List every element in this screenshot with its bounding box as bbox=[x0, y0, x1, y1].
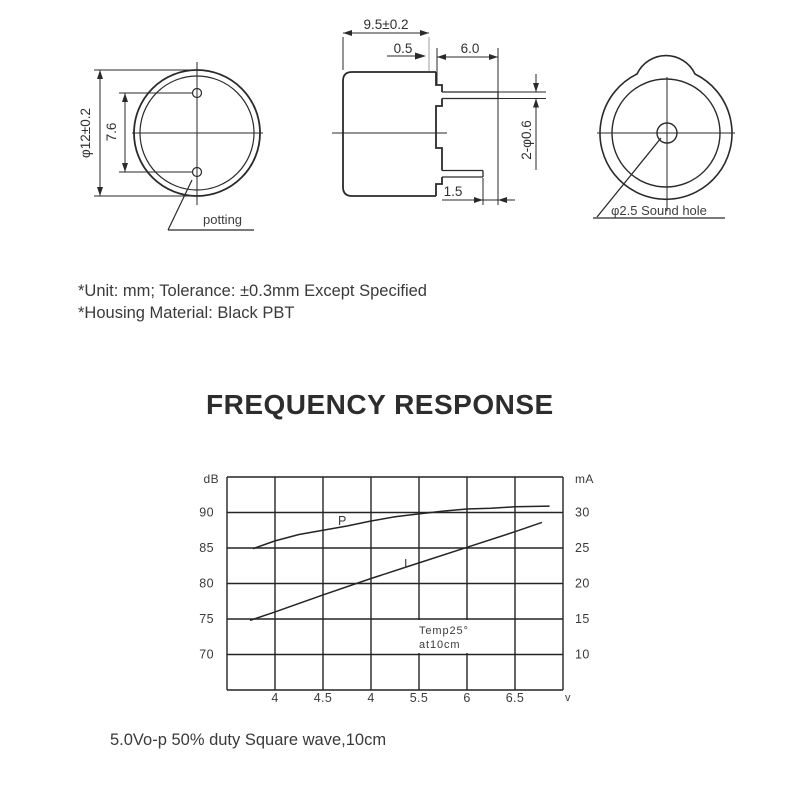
svg-text:75: 75 bbox=[199, 612, 214, 626]
front-view-drawing bbox=[78, 62, 263, 230]
body-right-profile bbox=[436, 72, 442, 196]
svg-text:6.5: 6.5 bbox=[505, 691, 525, 705]
dim-pin-length-label: 6.0 bbox=[460, 41, 480, 56]
body-outline bbox=[343, 72, 436, 196]
lower-pin bbox=[442, 171, 483, 178]
back-view-drawing bbox=[593, 56, 735, 218]
chart-grid bbox=[227, 477, 563, 690]
frequency-response-chart bbox=[0, 455, 800, 715]
svg-text:30: 30 bbox=[575, 505, 590, 520]
svg-text:mA: mA bbox=[575, 472, 594, 486]
dim-pin-length-lines bbox=[437, 48, 498, 205]
svg-text:10: 10 bbox=[575, 647, 590, 662]
chart-caption: 5.0Vo-p 50% duty Square wave,10cm bbox=[110, 731, 387, 749]
svg-text:4.5: 4.5 bbox=[313, 691, 333, 705]
dim-width-lines bbox=[343, 30, 429, 71]
dim-diameter-label: φ12±0.2 bbox=[78, 108, 93, 158]
svg-text:15: 15 bbox=[575, 612, 590, 626]
dim-width-label: 9.5±0.2 bbox=[363, 17, 409, 32]
svg-text:80: 80 bbox=[199, 576, 214, 591]
svg-text:Temp25°: Temp25° bbox=[419, 625, 469, 637]
notes-block bbox=[78, 280, 427, 324]
sound-hole-label: φ2.5 Sound hole bbox=[611, 203, 707, 218]
dim-pin-diameter-label: 2-φ0.6 bbox=[519, 120, 534, 160]
upper-pin bbox=[442, 92, 498, 99]
outer-body-with-bump bbox=[600, 56, 732, 200]
svg-text:85: 85 bbox=[199, 541, 214, 555]
dim-pin-spacing-label: 7.6 bbox=[104, 122, 119, 142]
dim-pin-end-offset-label: 1.5 bbox=[443, 184, 463, 199]
svg-text:70: 70 bbox=[199, 647, 214, 662]
dim-lip-label: 0.5 bbox=[393, 41, 413, 56]
svg-text:5.5: 5.5 bbox=[409, 691, 429, 705]
svg-text:at10cm: at10cm bbox=[419, 639, 461, 651]
svg-text:90: 90 bbox=[199, 505, 214, 520]
potting-label: potting bbox=[203, 212, 243, 227]
svg-text:4: 4 bbox=[271, 691, 279, 705]
svg-text:dB: dB bbox=[203, 472, 219, 486]
svg-text:I: I bbox=[404, 557, 408, 571]
note-unit-tolerance: *Unit: mm; Tolerance: ±0.3mm Except Specified bbox=[78, 282, 427, 300]
chart-curves bbox=[250, 506, 550, 620]
svg-text:20: 20 bbox=[575, 576, 590, 591]
note-housing-material: *Housing Material: Black PBT bbox=[78, 304, 295, 322]
svg-text:4: 4 bbox=[367, 691, 375, 705]
side-view-drawing bbox=[332, 17, 546, 205]
mechanical-drawings bbox=[0, 0, 800, 255]
svg-text:25: 25 bbox=[575, 541, 590, 555]
chart-annotation bbox=[410, 620, 476, 653]
svg-text:6: 6 bbox=[463, 691, 471, 705]
section-title: FREQUENCY RESPONSE bbox=[206, 389, 554, 420]
svg-text:v: v bbox=[565, 692, 571, 704]
svg-text:P: P bbox=[338, 514, 347, 528]
